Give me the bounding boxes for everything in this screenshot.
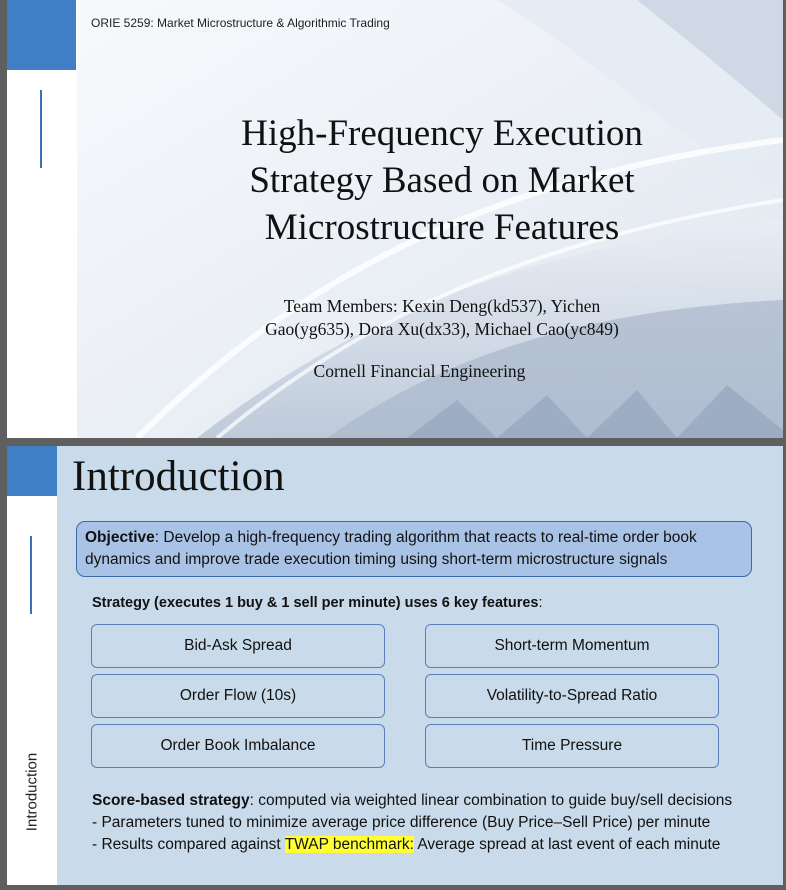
course-title: ORIE 5259: Market Microstructure & Algorithmic Trading [91, 16, 390, 30]
team-members [212, 295, 672, 341]
slide-heading: Introduction [72, 453, 285, 500]
bullet-results-pre: - Results compared against [92, 836, 285, 853]
strategy-intro [92, 595, 543, 611]
feature-box-time-pressure: Time Pressure [425, 724, 719, 768]
bullet-results-post: Average spread at last event of each minute [413, 836, 721, 853]
presentation-title [162, 110, 722, 251]
score-strategy-section [92, 790, 732, 856]
objective-text: : Develop a high-frequency trading algorithm that reacts to real-time order book dynamics and improve trade execution timing using short-term microstructure signals [85, 529, 697, 568]
objective-label: Objective [85, 529, 155, 546]
title-line-3: Microstructure Features [264, 207, 620, 248]
team-line-2: Gao(yg635), Dora Xu(dx33), Michael Cao(yc849) [265, 319, 619, 339]
introduction-slide [7, 446, 783, 885]
score-strategy-line [92, 790, 732, 812]
objective-box [76, 521, 752, 577]
title-line-2: Strategy Based on Market [249, 160, 635, 201]
feature-box-order-book-imbalance: Order Book Imbalance [91, 724, 385, 768]
strategy-intro-bold: Strategy (executes 1 buy & 1 sell per minute) uses 6 key features [92, 595, 539, 611]
feature-box-short-term-momentum: Short-term Momentum [425, 624, 719, 668]
section-side-label: Introduction [23, 752, 41, 832]
accent-line [30, 536, 32, 614]
accent-line [40, 90, 42, 168]
corner-accent-block [7, 0, 76, 70]
bullet-parameters: - Parameters tuned to minimize average price difference (Buy Price–Sell Price) per minute [92, 814, 711, 831]
score-label: Score-based strategy [92, 792, 250, 809]
score-text: : computed via weighted linear combination to guide buy/sell decisions [249, 792, 733, 809]
team-line-1: Team Members: Kexin Deng(kd537), Yichen [283, 296, 601, 316]
feature-box-volatility-to-spread: Volatility-to-Spread Ratio [425, 674, 719, 718]
affiliation: Cornell Financial Engineering [313, 361, 526, 381]
twap-highlight: TWAP benchmark: [284, 836, 414, 853]
bullet-results [92, 834, 732, 856]
feature-box-order-flow: Order Flow (10s) [91, 674, 385, 718]
title-line-1: High-Frequency Execution [241, 113, 643, 154]
title-slide [7, 0, 783, 438]
corner-accent-block [7, 446, 57, 496]
strategy-intro-colon: : [538, 595, 543, 611]
feature-box-bid-ask-spread: Bid-Ask Spread [91, 624, 385, 668]
